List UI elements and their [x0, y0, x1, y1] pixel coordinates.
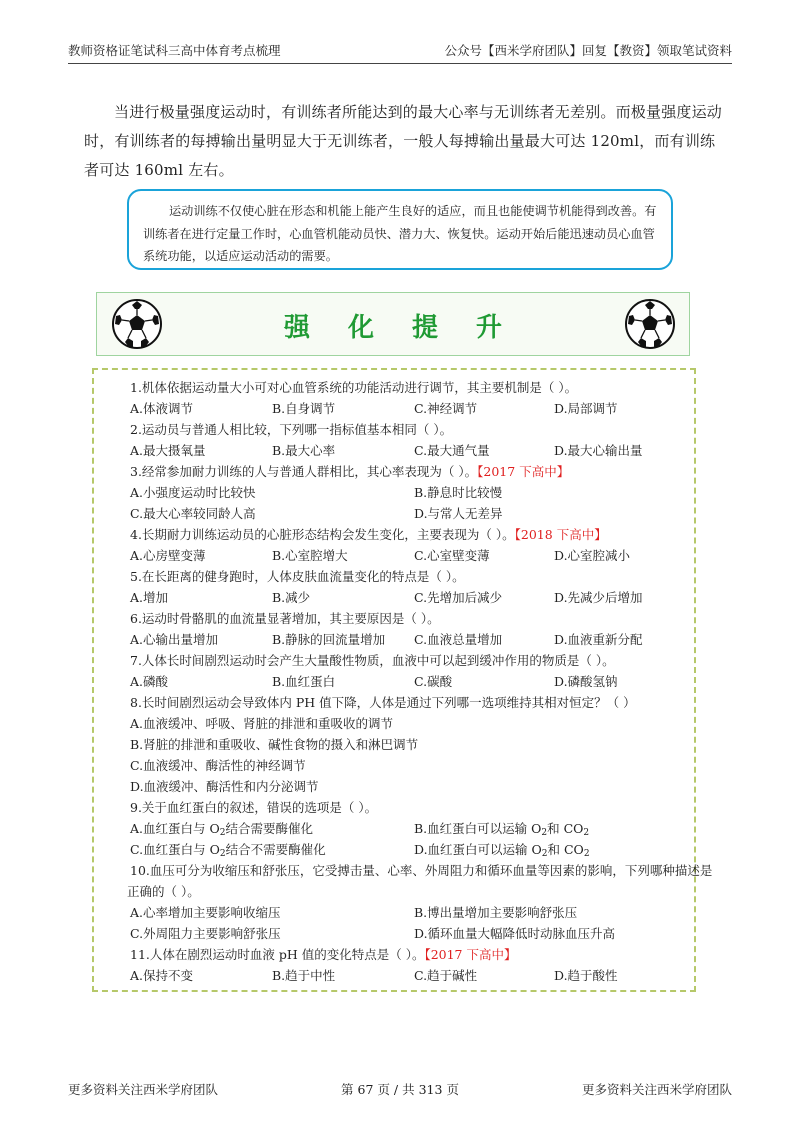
q11-option-d[interactable]: D.趋于酸性	[554, 968, 618, 983]
q4-option-c[interactable]: C.心室壁变薄	[414, 548, 490, 563]
q3-option-a[interactable]: A.小强度运动时比较快	[130, 485, 256, 500]
question-6: 6.运动时骨骼肌的血流量显著增加，其主要原因是（ ）。	[130, 611, 440, 626]
q1-option-b[interactable]: B.自身调节	[272, 401, 336, 416]
q6-option-a[interactable]: A.心输出量增加	[130, 632, 219, 647]
quiz-box	[92, 368, 713, 992]
question-5: 5.在长距离的健身跑时，人体皮肤血流量变化的特点是（ ）。	[130, 569, 465, 584]
q1-option-d[interactable]: D.局部调节	[554, 401, 618, 416]
soccer-ball-icon	[624, 298, 676, 350]
q8-option-b[interactable]: B.肾脏的排泄和重吸收、碱性食物的摄入和淋巴调节	[130, 737, 419, 752]
q9-option-b[interactable]: B.血红蛋白可以运输 $O_2$和 $CO_2$	[414, 821, 590, 838]
footer-left: 更多资料关注西米学府团队	[68, 1082, 219, 1097]
q11-option-c[interactable]: C.趋于碱性	[414, 968, 478, 983]
note-box: 运动训练不仅使心脏在形态和机能上能产生良好的适应，而且也能使调节机能得到改善。有训练者在进行定量工作时，心血管机能动员快、潜力大、恢复快。运动开始后能迅速动员心血管系统功能，以适应运动活动的需要。	[127, 189, 673, 270]
question-10-continued: 正确的（ ）。	[127, 884, 200, 899]
q2-option-c[interactable]: C.最大通气量	[414, 443, 490, 458]
q4-option-d[interactable]: D.心室腔减小	[554, 548, 631, 563]
q2-option-d[interactable]: D.最大心输出量	[554, 443, 643, 458]
q6-option-d[interactable]: D.血液重新分配	[554, 632, 643, 647]
q2-option-b[interactable]: B.最大心率	[272, 443, 336, 458]
question-2: 2.运动员与普通人相比较，下列哪一指标值基本相同（ ）。	[130, 422, 453, 437]
q5-option-d[interactable]: D.先减少后增加	[554, 590, 643, 605]
source-tag: 【2017 下高中】	[477, 464, 570, 479]
q8-option-c[interactable]: C.血液缓冲、酶活性的神经调节	[130, 758, 306, 773]
q5-option-c[interactable]: C.先增加后减少	[414, 590, 503, 605]
q3-option-c[interactable]: C.最大心率较同龄人高	[130, 506, 256, 521]
header-left-title: 教师资格证笔试科三高中体育考点梳理	[68, 43, 281, 58]
question-1: 1.机体依据运动量大小可对心血管系统的功能活动进行调节，其主要机制是（ ）。	[130, 380, 578, 395]
q1-option-c[interactable]: C.神经调节	[414, 401, 478, 416]
question-10: 10.血压可分为收缩压和舒张压，它受搏击量、心率、外周阻力和循环血量等因素的影响，下列哪种描述是	[130, 863, 713, 878]
page-header	[68, 36, 732, 64]
q5-option-a[interactable]: A.增加	[130, 590, 169, 605]
footer-right: 更多资料关注西米学府团队	[581, 1082, 732, 1097]
q9-option-c[interactable]: C.血红蛋白与 $O_2$结合不需要酶催化	[130, 842, 326, 859]
q4-option-b[interactable]: B.心室腔增大	[272, 548, 348, 563]
question-11: 11.人体在剧烈运动时血液 pH 值的变化特点是（ ）。【2017 下高中】	[130, 947, 517, 962]
page-number: 第 67 页 / 共 313 页	[341, 1082, 459, 1097]
q3-option-d[interactable]: D.与常人无差异	[414, 506, 503, 521]
question-9: 9.关于血红蛋白的叙述，错误的选项是（ ）。	[130, 800, 378, 815]
body-paragraph: 当进行极量强度运动时，有训练者所能达到的最大心率与无训练者无差别。而极量强度运动时，有训练者的每搏输出量明显大于无训练者，一般人每搏输出量最大可达 120ml，而有训练者可达 160ml 左右。	[84, 103, 723, 179]
section-banner	[96, 292, 690, 356]
q10-option-c[interactable]: C.外周阻力主要影响舒张压	[130, 926, 281, 941]
question-7: 7.人体长时间剧烈运动时会产生大量酸性物质，血液中可以起到缓冲作用的物质是（ ）。	[130, 653, 615, 668]
q9-option-a[interactable]: A.血红蛋白与 $O_2$结合需要酶催化	[130, 821, 313, 838]
q7-option-b[interactable]: B.血红蛋白	[272, 674, 336, 689]
q6-option-b[interactable]: B.静脉的回流量增加	[272, 632, 386, 647]
q11-option-a[interactable]: A.保持不变	[130, 968, 194, 983]
q10-option-b[interactable]: B.博出量增加主要影响舒张压	[414, 905, 578, 920]
header-right-note: 公众号【西米学府团队】回复【教资】领取笔试资料	[444, 43, 732, 58]
banner-title: 强化提升	[283, 313, 540, 343]
q3-option-b[interactable]: B.静息时比较慢	[414, 485, 503, 500]
q5-option-b[interactable]: B.减少	[272, 590, 311, 605]
q10-option-a[interactable]: A.心率增加主要影响收缩压	[130, 905, 281, 920]
q7-option-c[interactable]: C.碳酸	[414, 674, 453, 689]
source-tag: 【2018 下高中】	[514, 527, 607, 542]
q7-option-d[interactable]: D.磷酸氢钠	[554, 674, 618, 689]
question-3: 3.经常参加耐力训练的人与普通人群相比，其心率表现为（ ）。【2017 下高中】	[130, 464, 570, 479]
q8-option-d[interactable]: D.血液缓冲、酶活性和内分泌调节	[130, 779, 319, 794]
question-4: 4.长期耐力训练运动员的心脏形态结构会发生变化，主要表现为（ ）。【2018 下高中】	[130, 527, 607, 542]
q10-option-d[interactable]: D.循环血量大幅降低时动脉血压升高	[414, 926, 616, 941]
question-8: 8.长时间剧烈运动会导致体内 PH 值下降，人体是通过下列哪一选项维持其相对恒定？（ ）	[130, 695, 636, 710]
q2-option-a[interactable]: A.最大摄氧量	[130, 443, 206, 458]
source-tag: 【2017 下高中】	[424, 947, 517, 962]
q8-option-a[interactable]: A.血液缓冲、呼吸、肾脏的排泄和重吸收的调节	[130, 716, 394, 731]
q11-option-b[interactable]: B.趋于中性	[272, 968, 336, 983]
q6-option-c[interactable]: C.血液总量增加	[414, 632, 503, 647]
q7-option-a[interactable]: A.磷酸	[130, 674, 169, 689]
q9-option-d[interactable]: D.血红蛋白可以运输 $O_2$和 $CO_2$	[414, 842, 590, 859]
q4-option-a[interactable]: A.心房壁变薄	[130, 548, 206, 563]
q1-option-a[interactable]: A.体液调节	[130, 401, 194, 416]
page-footer	[68, 1080, 732, 1098]
